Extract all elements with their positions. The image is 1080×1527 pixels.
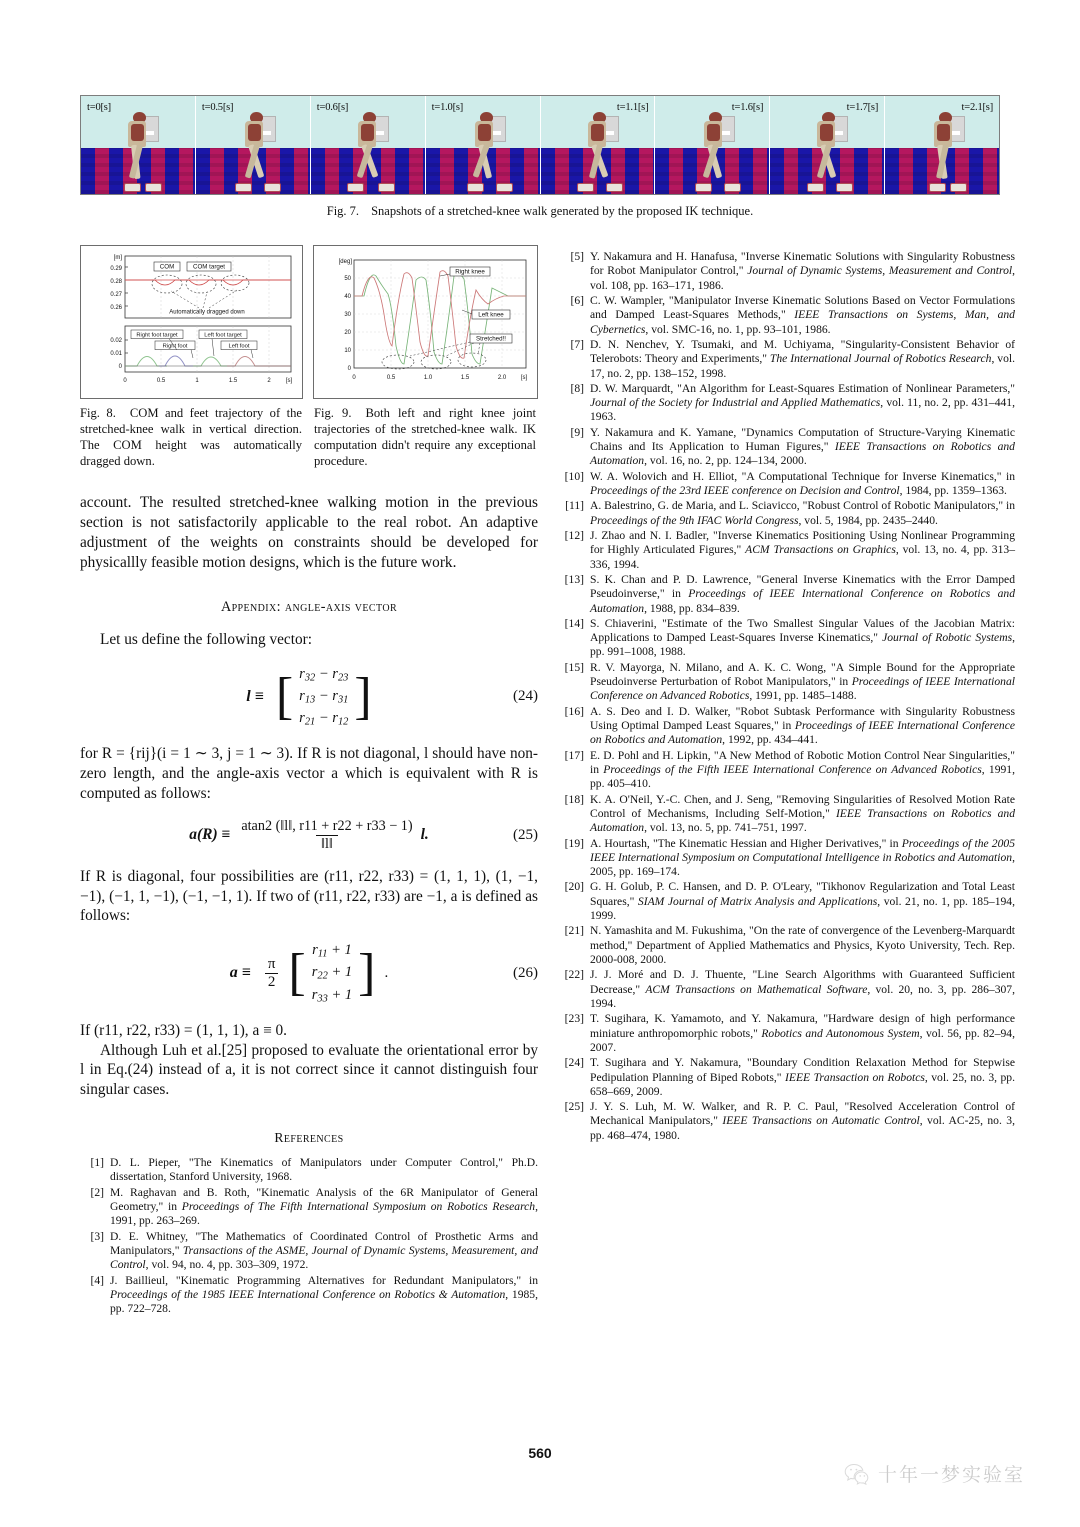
- reference-number: [3]: [90, 1229, 104, 1243]
- reference-text: G. H. Golub, P. C. Hansen, and D. P. O'Leary, "Tikhonov Regularization and Total Least Squares," SIAM Journal of Matrix Analysis and Applications, vol. 21, no. 1, pp. 185–194, 1999.: [590, 880, 1015, 923]
- figure9-caption-number: Fig. 9.: [314, 406, 352, 420]
- reference-item: [560, 705, 1015, 748]
- eq26-rows: $r_{11} + 1$ $r_{22} + 1$ $r_{33} + 1$: [311, 942, 353, 1004]
- figure7-panel-time-label: t=1.1[s]: [616, 102, 649, 113]
- figure7-caption-number: Fig. 7.: [326, 204, 360, 218]
- reference-number: [17]: [564, 748, 584, 762]
- figure7-panel: [655, 96, 770, 194]
- svg-text:0.02: 0.02: [110, 338, 122, 344]
- svg-text:50: 50: [344, 276, 351, 282]
- svg-text:Right foot: Right foot: [162, 343, 188, 350]
- figure7-panel: [311, 96, 426, 194]
- svg-text:Right knee: Right knee: [455, 268, 485, 276]
- reference-item: [560, 294, 1015, 337]
- reference-number: [21]: [564, 924, 584, 938]
- svg-text:2: 2: [267, 378, 271, 384]
- reference-item: [560, 793, 1015, 836]
- reference-text: D. E. Whitney, "The Mathematics of Coordinated Control of Prosthetic Arms and Manipulators," Transactions of the ASME, Journal of Dynamic Systems, Measurement, and Control, vol. 94, no. 4, pp. 303–309, 1972.: [110, 1229, 538, 1272]
- eq26-number: (26): [513, 964, 538, 981]
- svg-text:0.01: 0.01: [110, 351, 122, 357]
- reference-number: [23]: [564, 1012, 584, 1026]
- svg-text:Automatically dragged down: Automatically dragged down: [169, 309, 245, 316]
- figure9-caption: [314, 406, 536, 469]
- svg-text:[s]: [s]: [520, 375, 528, 381]
- reference-text: K. A. O'Neil, Y.-C. Chen, and J. Seng, "Removing Singularities of Resolved Motion Rate Control of Mechanisms, Including Self-Motion," IEEE Transactions on Robotics and Automation, vol. 13, no. 5, pp. 741–751, 1997.: [590, 792, 1015, 835]
- reference-text: J. Zhao and N. I. Badler, "Inverse Kinematics Positioning Using Nonlinear Programming for Highly Articulated Figures," ACM Transactions on Graphics, vol. 13, no. 4, pp. 313–336, 1994.: [590, 528, 1015, 571]
- svg-text:0: 0: [347, 366, 351, 372]
- figure7-panel-time-label: t=0[s]: [87, 102, 111, 113]
- svg-text:[m]: [m]: [113, 255, 122, 261]
- wechat-logo-icon: [844, 1463, 870, 1485]
- right-column: [560, 250, 1015, 1144]
- svg-text:10: 10: [344, 348, 351, 354]
- svg-text:20: 20: [344, 330, 351, 336]
- figure7-panel-time-label: t=2.1[s]: [961, 102, 993, 113]
- svg-text:Left foot: Left foot: [228, 343, 250, 350]
- reference-number: [4]: [90, 1273, 104, 1287]
- reference-item: [560, 573, 1015, 616]
- figure8-chart: [80, 245, 303, 399]
- eq25-denominator: ‖l‖: [316, 835, 338, 853]
- figure7-robot-figure: [925, 112, 967, 190]
- figure7-robot-figure: [808, 112, 850, 190]
- reference-number: [11]: [565, 499, 584, 513]
- reference-text: S. K. Chan and P. D. Lawrence, "General Inverse Kinematics with the Error Damped Pseudoinverse," in Proceedings of IEEE International Conference on Robotics and Automation, 1988, pp. 834–839.: [590, 572, 1016, 615]
- reference-text: D. W. Marquardt, "An Algorithm for Least-Squares Estimation of Nonlinear Parameters," Journal of the Society for Industrial and Applied Mathematics, vol. 11, no. 2, pp. 431–441, 1963.: [590, 381, 1015, 424]
- reference-number: [7]: [570, 337, 584, 351]
- svg-text:0: 0: [123, 378, 127, 384]
- reference-item: [560, 749, 1015, 792]
- watermark: [844, 1460, 1025, 1487]
- paragraph-if-identity: If (r11, r22, r33) = (1, 1, 1), a ≡ 0.: [80, 1021, 287, 1039]
- references-list-left: [80, 1156, 538, 1316]
- reference-text: D. N. Nenchev, Y. Tsumaki, and M. Uchiyama, "Singularity-Consistent Behavior of Telerobots: Theory and Experiments," The International Journal of Robotics Research, vol. 17, no. 2, pp. 138–152, 1998.: [590, 337, 1016, 380]
- paragraph-if-R-diagonal: If R is diagonal, four possibilities are (r11, r22, r33) = (1, 1, 1), (1, −1, −1), (−1, 1, −1), (−1, −1, 1). If two of (r11, r22, r33) are −1, a is defined as follows:: [80, 867, 538, 925]
- reference-number: [22]: [564, 968, 584, 982]
- reference-number: [18]: [564, 792, 584, 806]
- figure7-panel-time-label: t=1.7[s]: [846, 102, 879, 113]
- reference-number: [6]: [570, 293, 584, 307]
- reference-text: N. Yamashita and M. Fukushima, "On the rate of convergence of the Levenberg-Marquardt method," Department of Applied Mathematics and Physics, Kyoto University, Tech. Rep. 2000-008, 2000.: [590, 924, 1015, 966]
- equation-26: a ≡ π 2 [ $r_{11} + 1$ $r_{22} + 1$ $r_{33} + 1$ ] . (26): [80, 940, 538, 1006]
- paragraph-let-us-define: Let us define the following vector:: [100, 630, 312, 648]
- reference-text: R. V. Mayorga, N. Milano, and A. K. C. Wong, "A Simple Bound for the Appropriate Pseudoinverse Perturbation of Robot Manipulators," in Proceedings of IEEE International Conference on Advanced Robotics, 1991, pp. 1485–1488.: [590, 660, 1015, 703]
- reference-item: [560, 661, 1015, 704]
- reference-number: [16]: [564, 704, 584, 718]
- reference-item: [560, 837, 1015, 880]
- svg-text:Left foot target: Left foot target: [204, 332, 242, 339]
- svg-text:[deg]: [deg]: [338, 259, 352, 265]
- paragraph-luh: Although Luh et al.[25] proposed to evaluate the orientational error by l in Eq.(24) instead of a, it is not correct since it cannot distinguish four singular cases.: [80, 1041, 538, 1099]
- figure7-panel: [426, 96, 541, 194]
- left-column: [80, 245, 538, 1318]
- svg-text:0.5: 0.5: [156, 378, 166, 384]
- paragraph-for-R: for R = {rij}(i = 1 ∼ 3, j = 1 ∼ 3). If R is not diagonal, l should have non-zero length, and the angle-axis vector a which is equivalent with R is computed as follows:: [80, 745, 538, 802]
- reference-item: [560, 499, 1015, 528]
- figure8-caption-number: Fig. 8.: [80, 406, 116, 420]
- reference-item: [560, 1012, 1015, 1055]
- reference-text: T. Sugihara, K. Yamamoto, and Y. Nakamura, "Hardware design of high performance miniature anthropomorphic robots," Robotics and Autonomous System, vol. 56, pp. 82–94, 2007.: [590, 1012, 1015, 1054]
- page-number: 560: [528, 1445, 552, 1461]
- svg-text:0.28: 0.28: [110, 279, 122, 285]
- reference-item: [560, 1100, 1015, 1143]
- eq25-number: (25): [513, 826, 538, 843]
- reference-item: [560, 250, 1015, 293]
- reference-number: [14]: [564, 616, 584, 630]
- svg-text:0.5: 0.5: [386, 375, 396, 381]
- svg-text:1.5: 1.5: [228, 378, 238, 384]
- reference-item: [80, 1156, 538, 1185]
- figure7-panel: [81, 96, 196, 194]
- reference-number: [25]: [564, 1100, 584, 1114]
- figure7-caption-text: Snapshots of a stretched-knee walk generated by the proposed IK technique.: [371, 204, 754, 218]
- figure9-chart: [313, 245, 538, 399]
- reference-item: [560, 470, 1015, 499]
- svg-text:0.26: 0.26: [110, 305, 122, 311]
- figure7-panel-time-label: t=0.6[s]: [316, 102, 349, 113]
- reference-text: D. L. Pieper, "The Kinematics of Manipulators under Computer Control," Ph.D. dissertation, Stanford University, 1968.: [110, 1156, 538, 1184]
- reference-item: [560, 382, 1015, 425]
- figure7-panel-time-label: t=1.0[s]: [431, 102, 464, 113]
- figure7-panel: [196, 96, 311, 194]
- reference-text: T. Sugihara and Y. Nakamura, "Boundary Condition Relaxation Method for Stepwise Pedipulation Planning of Biped Robots," IEEE Transaction on Robotcs, vol. 25, no. 3, pp. 658–669, 2009.: [590, 1056, 1015, 1098]
- figure7-robot-figure: [695, 112, 737, 190]
- svg-text:40: 40: [344, 294, 351, 300]
- figure7-robot-figure: [579, 112, 621, 190]
- svg-text:30: 30: [344, 312, 351, 318]
- figure7-panel: [885, 96, 999, 194]
- reference-number: [24]: [564, 1056, 584, 1070]
- svg-text:COM target: COM target: [193, 263, 225, 271]
- reference-number: [1]: [90, 1156, 104, 1170]
- figure9-caption-text: Both left and right knee joint trajectories of the stretched-knee walk. IK computation didn't require any exceptional procedure.: [314, 406, 536, 468]
- figure7-robot-figure: [236, 112, 278, 190]
- reference-number: [8]: [570, 381, 584, 395]
- eq24-lhs: l ≡: [246, 687, 264, 705]
- svg-text:Right foot target: Right foot target: [136, 332, 178, 339]
- reference-item: [80, 1186, 538, 1229]
- paragraph-account: account. The resulted stretched-knee walking motion in the previous section is not satisfactorily applicable to the real robot. An adaptive adjustment of the weights on constraints should be developed for physicallly feasible motion designs, which is the future work.: [80, 494, 538, 572]
- reference-item: [560, 338, 1015, 381]
- equation-25: a(R) ≡ $\frac{atan2 (‖l‖, r11 + r22 + r33 - 1)}{‖l‖}$ l. (25): [189, 817, 538, 852]
- figure8-caption: [80, 406, 302, 469]
- figure7-robot-figure: [119, 112, 161, 190]
- left-column-body: [80, 493, 538, 1316]
- eq24-rows: $r_{32} - r_{23}$ $r_{13} - r_{31}$ $r_{21} - r_{12}$: [299, 665, 349, 728]
- reference-text: A. S. Deo and I. D. Walker, "Robot Subtask Performance with Singularity Robustness Using Optimal Damped Least Squares," in Proceedings of IEEE International Conference on Robotics and Automation, 1992, pp. 434–441.: [590, 704, 1016, 747]
- reference-item: [560, 1056, 1015, 1099]
- reference-item: [80, 1230, 538, 1273]
- svg-text:1.5: 1.5: [460, 375, 470, 381]
- svg-text:0.29: 0.29: [110, 266, 122, 272]
- svg-text:Stretched!!: Stretched!!: [476, 335, 506, 343]
- reference-item: [560, 968, 1015, 1011]
- equation-24: l ≡ [ $r_{32} - r_{23}$ $r_{13} - r_{31}$ $r_{21} - r_{12}$ ] (24): [80, 664, 538, 730]
- figure7-panel-time-label: t=1.6[s]: [731, 102, 764, 113]
- watermark-text: 十年一梦实验室: [877, 1464, 1025, 1486]
- eq25-numerator: atan2 (‖l‖, r11 + r22 + r33 − 1): [241, 817, 413, 834]
- figure8-caption-text: COM and feet trajectory of the stretched-knee walk in vertical direction. The COM height was automatically dragged down.: [80, 406, 302, 468]
- reference-item: [560, 880, 1015, 923]
- reference-text: J. Y. S. Luh, M. W. Walker, and R. P. C. Paul, "Resolved Acceleration Control of Mechanical Manipulators," IEEE Transactions on Automatic Control, vol. AC-25, no. 3, pp. 468–474, 1980.: [590, 1100, 1015, 1142]
- svg-text:Left knee: Left knee: [478, 311, 504, 319]
- reference-number: [5]: [570, 250, 584, 263]
- reference-text: Y. Nakamura and H. Hanafusa, "Inverse Kinematic Solutions with Singularity Robustness for Robot Manipulator Control," Journal of Dynamic Systems, Measurement and Control, vol. 108, pp. 163–171, 1986.: [590, 250, 1015, 292]
- reference-text: A. Hourtash, "The Kinematic Hessian and Higher Derivatives," in Proceedings of the 2005 IEEE International Symposium on Computational Intelligence in Robotics and Automation, 2005, pp. 169–174.: [590, 836, 1015, 879]
- reference-text: M. Raghavan and B. Roth, "Kinematic Analysis of the 6R Manipulator of General Geometry," in Proceedings of The Fifth International Symposium on Robotics Research, 1991, pp. 263–269.: [110, 1185, 538, 1228]
- reference-number: [2]: [90, 1185, 104, 1199]
- svg-text:0.27: 0.27: [110, 292, 122, 298]
- svg-text:1: 1: [195, 378, 199, 384]
- eq24-number: (24): [513, 688, 538, 705]
- reference-number: [13]: [564, 572, 584, 586]
- svg-text:0: 0: [118, 364, 122, 370]
- figure7-panel-time-label: t=0.5[s]: [201, 102, 234, 113]
- reference-number: [9]: [570, 425, 584, 439]
- svg-text:1.0: 1.0: [423, 375, 433, 381]
- appendix-heading: Appendix: angle-axis vector: [220, 598, 398, 615]
- reference-number: [15]: [564, 660, 584, 674]
- svg-text:COM: COM: [159, 263, 175, 271]
- reference-item: [80, 1274, 538, 1317]
- reference-item: [560, 529, 1015, 572]
- reference-number: [10]: [564, 469, 584, 483]
- reference-item: [560, 617, 1015, 660]
- svg-text:0: 0: [352, 375, 356, 381]
- svg-text:2.0: 2.0: [497, 375, 507, 381]
- figure7-snapshot-strip: [80, 95, 1000, 195]
- reference-text: W. A. Wolovich and H. Elliot, "A Computational Technique for Inverse Kinematics," in Proceedings of the 23rd IEEE conference on Decision and Control, 1984, pp. 1359–1363.: [590, 469, 1015, 497]
- reference-text: S. Chiaverini, "Estimate of the Two Smallest Singular Values of the Jacobian Matrix: Applications to Damped Least-Squares Inverse Kinematics," Journal of Robotic Systems, pp. 991–1008, 1988.: [590, 616, 1015, 659]
- reference-number: [20]: [564, 880, 584, 894]
- figure7-caption: [80, 204, 1000, 219]
- svg-text:[s]: [s]: [285, 378, 293, 384]
- reference-number: [12]: [564, 528, 584, 542]
- references-list-right: [560, 250, 1015, 1143]
- reference-text: J. Baillieul, "Kinematic Programming Alternatives for Redundant Manipulators," in Proceedings of the 1985 IEEE International Conference on Robotics & Automation, 1985, pp. 722–728.: [110, 1273, 538, 1316]
- reference-item: [560, 924, 1015, 967]
- reference-number: [19]: [564, 836, 584, 850]
- figure7-robot-figure: [466, 112, 508, 190]
- reference-text: Y. Nakamura and K. Yamane, "Dynamics Computation of Structure-Varying Kinematic Chains and Its Application to Human Figures," IEEE Transactions on Robotics and Automation, vol. 16, no. 2, pp. 124–134, 2000.: [590, 425, 1015, 468]
- figures-row: [80, 245, 538, 399]
- figure7-panel: [770, 96, 885, 194]
- reference-text: A. Balestrino, G. de Maria, and L. Sciavicco, "Robust Control of Robotic Manipulators," in Proceedings of the 9th IFAC World Congress, vol. 5, 1984, pp. 2435–2440.: [590, 499, 1015, 527]
- figure7-robot-figure: [349, 112, 391, 190]
- reference-text: J. J. Moré and D. J. Thuente, "Line Search Algorithms with Guaranteed Sufficient Decrease," ACM Transactions on Mathematical Software, vol. 20, no. 3, pp. 286–307, 1994.: [590, 968, 1015, 1010]
- references-heading: References: [274, 1130, 344, 1146]
- reference-item: [560, 426, 1015, 469]
- reference-text: C. W. Wampler, "Manipulator Inverse Kinematic Solutions Based on Vector Formulations and Damped Least-Squares Methods," IEEE Transactions on Systems, Man, and Cybernetics, vol. SMC-16, no. 1, pp. 93–101, 1986.: [590, 293, 1015, 336]
- figure7-panel: [541, 96, 656, 194]
- figure-captions-row: [80, 406, 538, 469]
- reference-text: E. D. Pohl and H. Lipkin, "A New Method of Robotic Motion Control Near Singularities," in Proceedings of the Fifth IEEE International Conference on Advanced Robotics, 1991, pp. 405–410.: [590, 748, 1016, 791]
